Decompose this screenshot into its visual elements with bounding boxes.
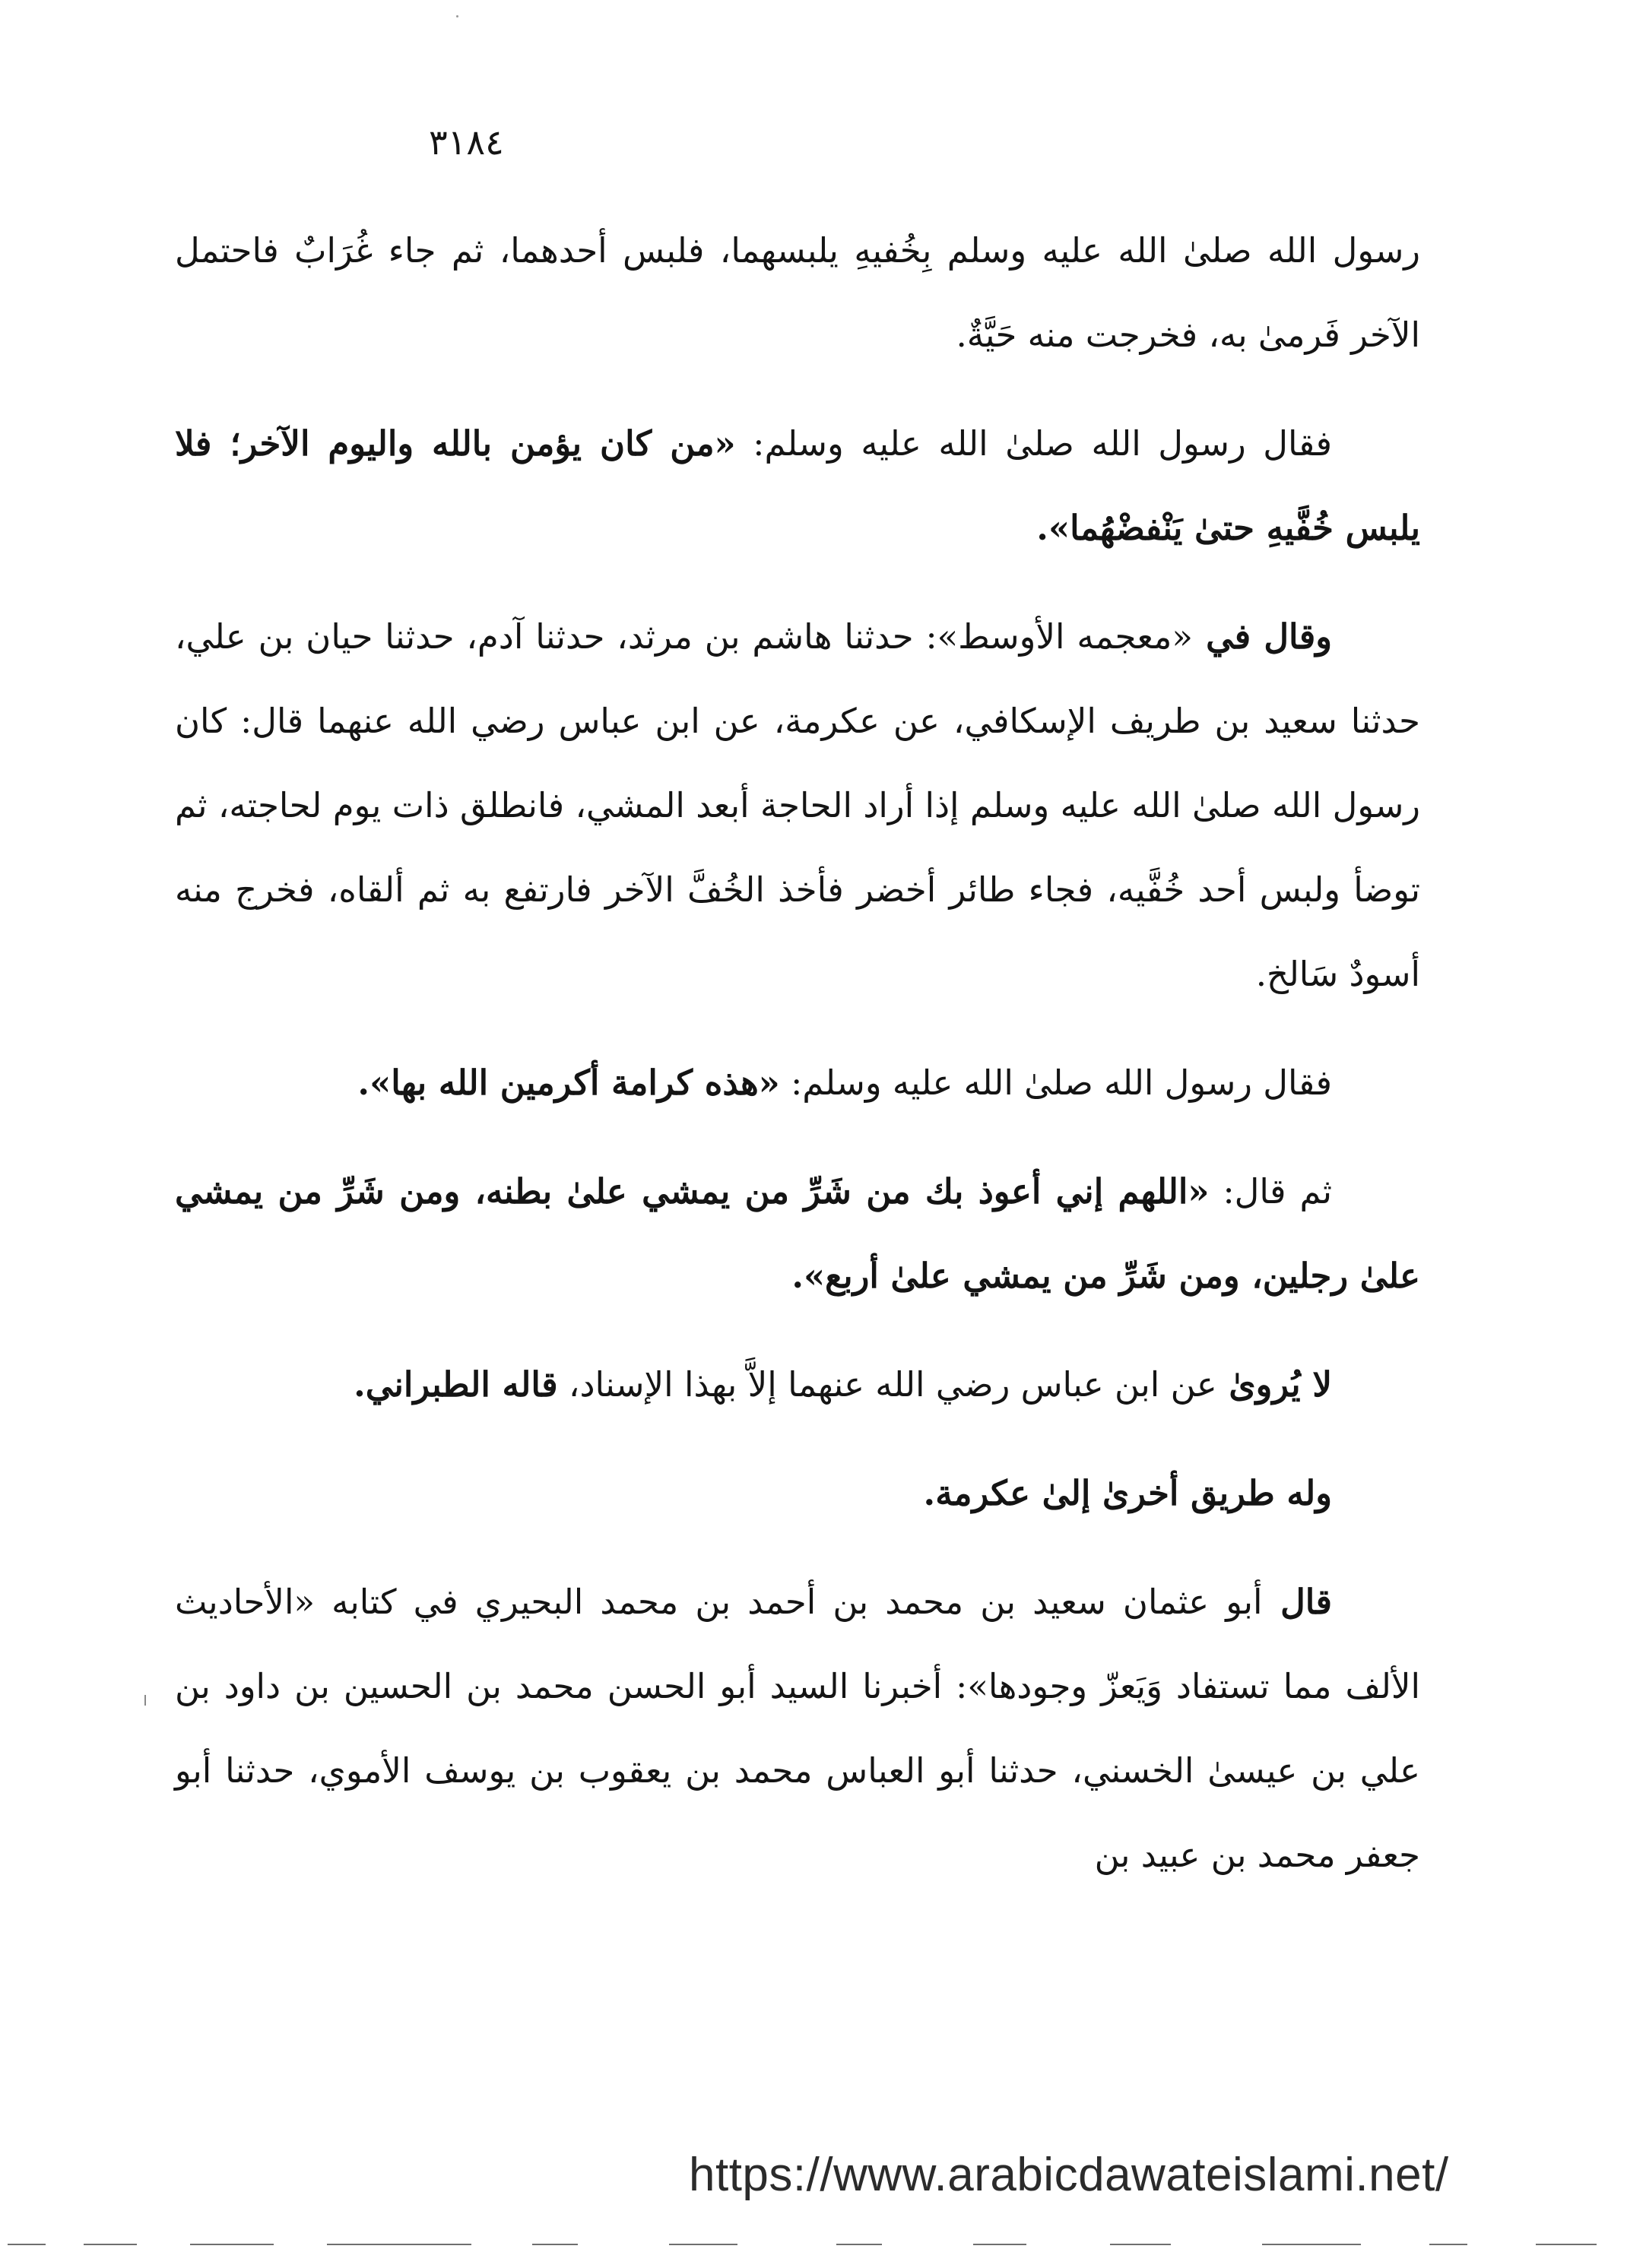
- paragraph-7: [175, 1451, 1420, 1535]
- rule-segment: [1536, 2244, 1597, 2245]
- rule-segment: [8, 2244, 46, 2245]
- paragraph-6: [175, 1342, 1420, 1427]
- rule-segment: [1429, 2244, 1467, 2245]
- paragraph-4-lead: فقال رسول الله صلىٰ الله عليه وسلم:: [779, 1063, 1332, 1103]
- paragraph-2-lead: فقال رسول الله صلىٰ الله عليه وسلم:: [735, 423, 1332, 464]
- watermark-url: https://www.arabicdawateislami.net/: [689, 2149, 1449, 2201]
- paragraph-7-lead: وله طريق أخرىٰ إلىٰ عكرمة.: [923, 1473, 1332, 1513]
- paragraph-4-quote: «هذه كرامة أكرمين الله بها».: [357, 1063, 780, 1103]
- paragraph-5: [175, 1149, 1420, 1318]
- rule-segment: [532, 2244, 578, 2245]
- rule-segment: [190, 2244, 274, 2245]
- page-number: ٣١٨٤: [429, 122, 504, 163]
- rule-segment: [669, 2244, 737, 2245]
- margin-mark: [144, 1695, 146, 1706]
- rule-segment: [84, 2244, 137, 2245]
- rule-segment: [1110, 2244, 1171, 2245]
- paragraph-1: [175, 208, 1420, 377]
- paragraph-3-text: «معجمه الأوسط»: حدثنا هاشم بن مرثد، حدثنا آدم، حدثنا حيان بن علي، حدثنا سعيد بن طريف الإسكافي، عن عكرمة، عن ابن عباس رضي الله عنهما قال: كان رسول الله صلىٰ الله عليه وسلم إذا أراد الحاجة أبعد المشي، فانطلق ذات يوم لحاجته، ثم توضأ ولبس أحد خُفَّيه، فجاء طائر أخضر فأخذ الخُفَّ الآخر فارتفع به ثم ألقاه، فخرج منه أسودٌ سَالخ.: [175, 616, 1420, 994]
- paragraph-3: [175, 594, 1420, 1016]
- rule-segment: [836, 2244, 882, 2245]
- paragraph-6-lead: لا يُروىٰ: [1216, 1364, 1332, 1405]
- paragraph-1-text: رسول الله صلىٰ الله عليه وسلم بِخُفيهِ يلبسهما، فلبس أحدهما، ثم جاء غُرَابٌ فاحتمل الآخر فَرمىٰ به، فخرجت منه حَيَّةٌ.: [175, 230, 1420, 355]
- paragraph-6-text: عن ابن عباس رضي الله عنهما إلاَّ بهذا الإسناد،: [557, 1364, 1217, 1405]
- rule-segment: [973, 2244, 1026, 2245]
- rule-segment: [1262, 2244, 1361, 2245]
- paragraph-8-lead: قال: [1262, 1582, 1332, 1622]
- paragraph-8-text: أبو عثمان سعيد بن محمد بن أحمد بن محمد البحيري في كتابه «الأحاديث الألف مما تستفاد وَيَعزّ وجودها»: أخبرنا السيد أبو الحسن محمد بن الحسين بن داود بن علي بن عيسىٰ الخسني، حدثنا أبو العباس محمد بن يعقوب بن يوسف الأموي، حدثنا أبو جعفر محمد بن عبيد بن: [175, 1582, 1420, 1875]
- paragraph-3-lead: وقال في: [1192, 616, 1333, 657]
- paragraph-6-tail: قاله الطبراني.: [354, 1364, 558, 1405]
- scan-speck: [456, 15, 458, 17]
- body-text: [175, 208, 1420, 1921]
- rule-segment: [327, 2244, 471, 2245]
- bottom-scan-rules: [0, 2242, 1627, 2247]
- paragraph-5-quote: «اللهم إني أعوذ بك من شَرِّ من يمشي علىٰ بطنه، ومن شَرِّ من يمشي علىٰ رجلين، ومن شَرِّ من يمشي علىٰ أربع».: [175, 1171, 1420, 1296]
- paragraph-2-quote: «من كان يؤمن بالله واليوم الآخر؛ فلا يلبس خُفَّيهِ حتىٰ يَنْفضْهُما».: [175, 423, 1420, 548]
- paragraph-5-lead: ثم قال:: [1209, 1171, 1332, 1212]
- paragraph-2: [175, 401, 1420, 570]
- paragraph-8: [175, 1560, 1420, 1897]
- paragraph-4: [175, 1041, 1420, 1125]
